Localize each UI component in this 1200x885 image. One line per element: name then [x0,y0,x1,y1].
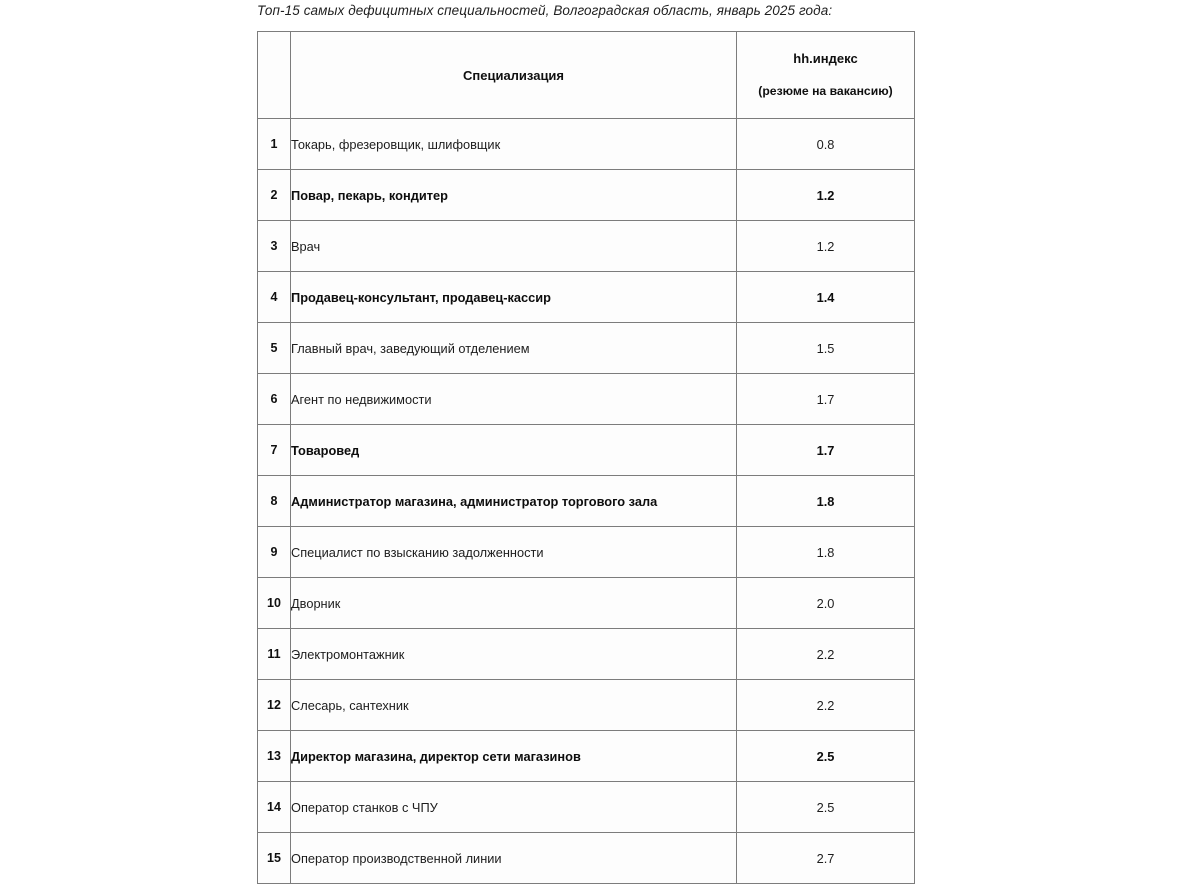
table-container [257,31,914,884]
cell-hh-index: 2.7 [737,833,915,884]
table-row [258,680,915,731]
cell-rank: 12 [258,680,291,731]
column-header-hh-index-title: hh.индекс [793,51,858,67]
column-header-rank [258,32,291,119]
table-row [258,374,915,425]
cell-hh-index: 1.8 [737,476,915,527]
table-row [258,731,915,782]
cell-rank: 11 [258,629,291,680]
cell-specialization: Товаровед [291,425,737,476]
cell-rank: 8 [258,476,291,527]
cell-hh-index: 1.2 [737,221,915,272]
cell-specialization: Оператор производственной линии [291,833,737,884]
cell-rank: 9 [258,527,291,578]
table-row [258,527,915,578]
cell-hh-index: 2.2 [737,680,915,731]
column-header-specialization: Специализация [291,32,737,119]
cell-specialization: Оператор станков с ЧПУ [291,782,737,833]
cell-hh-index: 2.5 [737,782,915,833]
cell-rank: 3 [258,221,291,272]
cell-hh-index: 1.8 [737,527,915,578]
cell-specialization: Специалист по взысканию задолженности [291,527,737,578]
cell-hh-index: 1.4 [737,272,915,323]
cell-rank: 1 [258,119,291,170]
cell-specialization: Агент по недвижимости [291,374,737,425]
cell-rank: 10 [258,578,291,629]
cell-rank: 13 [258,731,291,782]
cell-rank: 4 [258,272,291,323]
table-row [258,476,915,527]
column-header-hh-index-subtitle: (резюме на вакансию) [758,83,893,98]
cell-rank: 5 [258,323,291,374]
cell-rank: 2 [258,170,291,221]
cell-specialization: Администратор магазина, администратор торгового зала [291,476,737,527]
cell-specialization: Продавец-консультант, продавец-кассир [291,272,737,323]
deficit-professions-table [257,31,915,884]
cell-specialization: Врач [291,221,737,272]
cell-rank: 14 [258,782,291,833]
cell-hh-index: 0.8 [737,119,915,170]
table-row [258,833,915,884]
table-row [258,782,915,833]
cell-hh-index: 1.7 [737,374,915,425]
table-row [258,578,915,629]
table-body [258,119,915,884]
cell-hh-index: 2.0 [737,578,915,629]
cell-specialization: Токарь, фрезеровщик, шлифовщик [291,119,737,170]
table-row [258,119,915,170]
column-header-hh-index [737,32,915,119]
table-row [258,170,915,221]
cell-specialization: Электромонтажник [291,629,737,680]
cell-rank: 7 [258,425,291,476]
cell-rank: 6 [258,374,291,425]
cell-specialization: Дворник [291,578,737,629]
cell-specialization: Слесарь, сантехник [291,680,737,731]
table-row [258,629,915,680]
table-header [258,32,915,119]
cell-hh-index: 2.5 [737,731,915,782]
cell-hh-index: 2.2 [737,629,915,680]
cell-specialization: Директор магазина, директор сети магазинов [291,731,737,782]
cell-hh-index: 1.2 [737,170,915,221]
cell-specialization: Повар, пекарь, кондитер [291,170,737,221]
cell-hh-index: 1.5 [737,323,915,374]
table-header-row [258,32,915,119]
cell-specialization: Главный врач, заведующий отделением [291,323,737,374]
page-title: Топ-15 самых дефицитных специальностей, Волгоградская область, январь 2025 года: [257,3,833,18]
cell-rank: 15 [258,833,291,884]
table-row [258,272,915,323]
table-row [258,221,915,272]
table-row [258,323,915,374]
cell-hh-index: 1.7 [737,425,915,476]
table-row [258,425,915,476]
